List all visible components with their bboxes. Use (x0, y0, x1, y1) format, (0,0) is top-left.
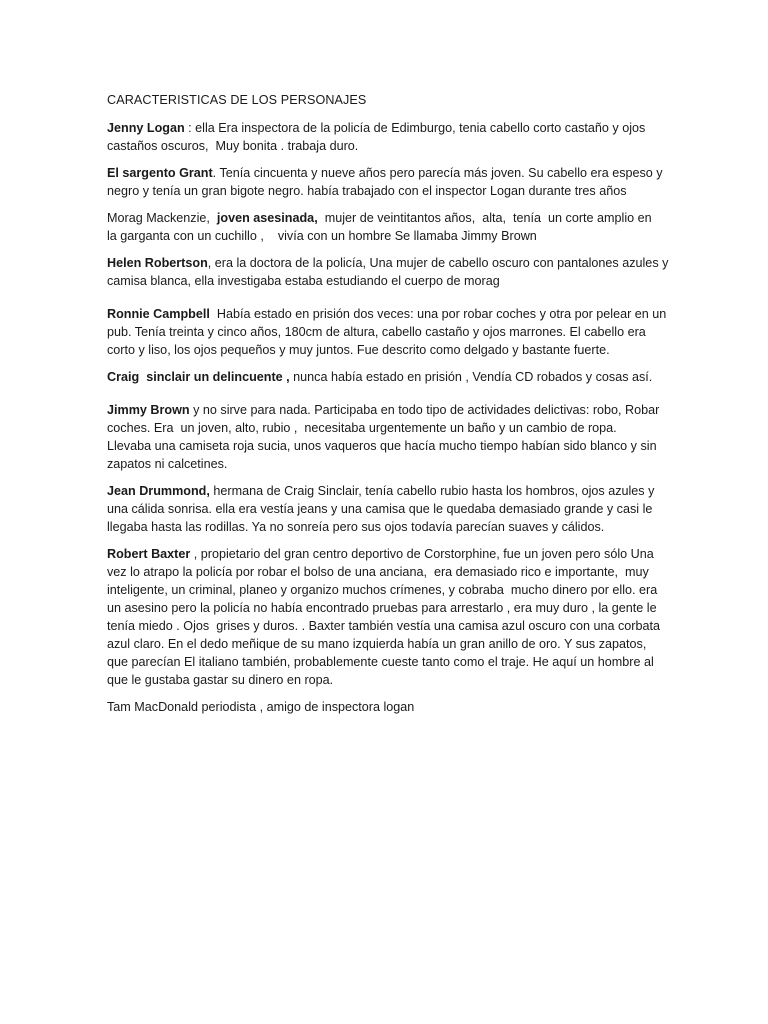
document-body (107, 119, 669, 716)
character-paragraph (107, 368, 663, 386)
text-line (107, 209, 663, 227)
character-name: Jenny Logan (107, 121, 185, 135)
description-text: : ella Era inspectora de la policía de Edimburgo, tenia cabello corto castaño y ojos (184, 121, 646, 135)
text-line (107, 419, 663, 437)
character-paragraph (107, 401, 663, 473)
character-name: Ronnie Campbell (107, 307, 210, 321)
text-line (107, 617, 663, 635)
description-text: pub. Tenía treinta y cinco años, 180cm de altura, cabello castaño y ojos marrones. El cabello era (107, 325, 646, 339)
text-line (107, 227, 663, 245)
text-line (107, 254, 669, 272)
character-name: joven asesinada, (216, 211, 318, 225)
text-line (107, 164, 663, 182)
description-text: corto y liso, los ojos pequeños y muy juntos. Fue descrito como delgado y bastante fuerte. (107, 343, 610, 357)
description-text: inteligente, un criminal, planeo y organizo muchos crímenes, y cobraba mucho dinero por ello. era (107, 583, 658, 597)
text-line (107, 671, 663, 689)
text-line (107, 653, 663, 671)
text-line (107, 482, 663, 500)
text-line (107, 119, 663, 137)
description-text: Tam MacDonald periodista , amigo de inspectora logan (107, 700, 415, 714)
character-paragraph (107, 164, 663, 200)
text-line (107, 518, 663, 536)
text-line (107, 581, 663, 599)
description-text: castaños oscuros, Muy bonita . trabaja duro. (107, 139, 359, 153)
text-line (107, 401, 663, 419)
character-name: El sargento Grant (107, 166, 213, 180)
description-text: coches. Era un joven, alto, rubio , necesitaba urgentemente un baño y un cambio de ropa. (107, 421, 617, 435)
description-text: vez lo atrapo la policía por robar el bolso de una anciana, era demasiado rico e importante, muy (107, 565, 649, 579)
description-text: que le gustaba gastar su dinero en ropa. (107, 673, 334, 687)
description-text: . Tenía cincuenta y nueve años pero parecía más joven. Su cabello era espeso y (212, 166, 663, 180)
text-line (107, 323, 663, 341)
character-name: Robert Baxter (107, 547, 191, 561)
description-text: tenía miedo . Ojos grises y duros. . Baxter también vestía una camisa azul oscuro con una corbata (107, 619, 661, 633)
description-text: camisa blanca, ella investigaba estaba estudiando el cuerpo de morag (107, 274, 500, 288)
description-text: y no sirve para nada. Participaba en todo tipo de actividades delictivas: robo, Robar (189, 403, 660, 417)
text-line (107, 500, 663, 518)
description-text: nunca había estado en prisión , Vendía CD robados y cosas así. (289, 370, 653, 384)
text-line (107, 341, 663, 359)
description-text: Había estado en prisión dos veces: una por robar coches y otra por pelear en un (209, 307, 667, 321)
description-text: , propietario del gran centro deportivo de Corstorphine, fue un joven pero sólo Una (190, 547, 654, 561)
description-text: que parecían El italiano también, probablemente cueste tanto como el traje. He aquí un hombre al (107, 655, 654, 669)
text-line (107, 368, 663, 386)
text-line (107, 563, 663, 581)
description-text: Llevaba una camiseta roja sucia, unos vaqueros que hacía mucho tiempo habían sido blanco y sin (107, 439, 657, 453)
document-title: CARACTERISTICAS DE LOS PERSONAJES (107, 93, 367, 107)
character-paragraph (107, 482, 663, 536)
text-line (107, 455, 663, 473)
text-line (107, 635, 663, 653)
description-text: mujer de veintitantos años, alta, tenía un corte amplio en (317, 211, 652, 225)
text-line (107, 698, 663, 716)
character-paragraph (107, 305, 667, 359)
text-line (107, 599, 663, 617)
description-text: zapatos ni calcetines. (107, 457, 228, 471)
character-name: Helen Robertson (107, 256, 208, 270)
text-line (107, 137, 663, 155)
character-paragraph (107, 119, 663, 155)
description-text: un asesino pero la policía no había encontrado pruebas para arrestarlo , era muy duro , la gente le (107, 601, 657, 615)
description-text: la garganta con un cuchillo , vivía con un hombre Se llamaba Jimmy Brown (107, 229, 537, 243)
description-text: azul claro. En el dedo meñique de su mano izquierda había un gran anillo de oro. Y sus zapatos, (107, 637, 647, 651)
text-line (107, 182, 663, 200)
text-line (107, 545, 663, 563)
character-name: Craig sinclair un delincuente , (107, 370, 290, 384)
character-paragraph (107, 545, 663, 689)
description-text: llegaba hasta las rodillas. Ya no sonreía pero sus ojos todavía parecían suaves y cálidos. (107, 520, 605, 534)
description-text: hermana de Craig Sinclair, tenía cabello rubio hasta los hombros, ojos azules y (209, 484, 655, 498)
document-page (107, 91, 669, 725)
description-text: una cálida sonrisa. ella era vestía jeans y una camisa que le quedaba demasiado grande y casi le (107, 502, 653, 516)
description-text: , era la doctora de la policía, Una mujer de cabello oscuro con pantalones azules y (207, 256, 669, 270)
character-name: Jimmy Brown (107, 403, 190, 417)
character-paragraph (107, 209, 663, 245)
text-line (107, 437, 663, 455)
character-paragraph (107, 698, 663, 716)
description-text: Morag Mackenzie, (107, 211, 217, 225)
description-text: negro y tenía un gran bigote negro. había trabajado con el inspector Logan durante tres años (107, 184, 627, 198)
text-line (107, 305, 667, 323)
text-line (107, 272, 663, 290)
character-paragraph (107, 254, 669, 290)
character-name: Jean Drummond, (107, 484, 210, 498)
